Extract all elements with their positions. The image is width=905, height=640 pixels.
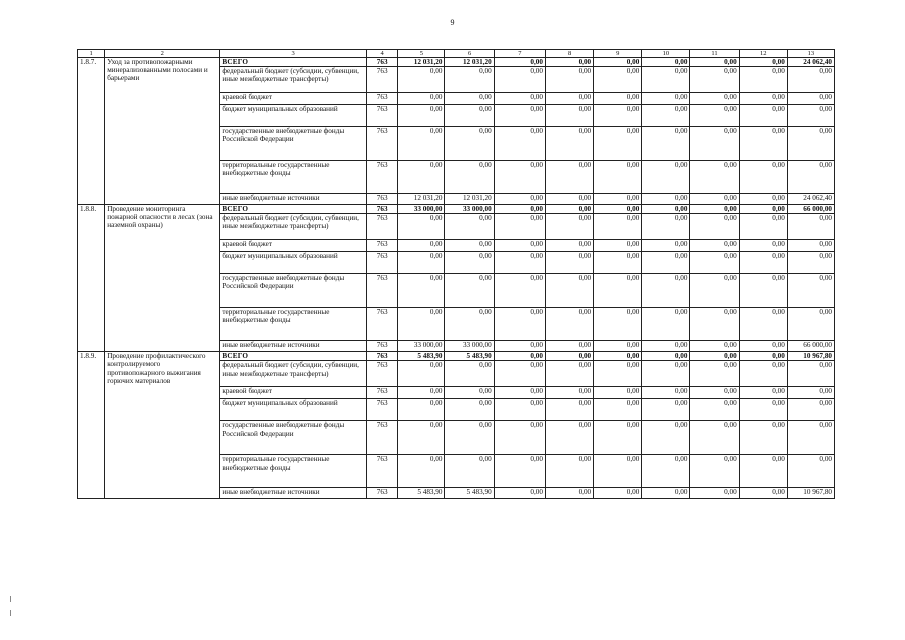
amount-cell: 0,00 [494, 127, 545, 161]
funding-source: краевой бюджет [220, 387, 367, 399]
amount-cell: 0,00 [594, 58, 642, 67]
amount-cell: 0,00 [398, 308, 445, 341]
amount-cell: 0,00 [787, 274, 834, 308]
budget-code: 763 [366, 67, 397, 93]
amount-cell: 0,00 [739, 105, 787, 127]
amount-cell: 0,00 [690, 127, 739, 161]
amount-cell: 0,00 [642, 161, 690, 194]
column-number-row [78, 50, 835, 58]
amount-cell: 0,00 [398, 214, 445, 240]
amount-cell: 0,00 [494, 361, 545, 387]
amount-cell: 0,00 [787, 161, 834, 194]
budget-code: 763 [366, 105, 397, 127]
amount-cell: 0,00 [398, 161, 445, 194]
amount-cell: 0,00 [690, 455, 739, 488]
amount-cell: 10 967,80 [787, 488, 834, 499]
budget-code: 763 [366, 93, 397, 105]
amount-cell: 0,00 [690, 214, 739, 240]
amount-cell: 0,00 [545, 93, 593, 105]
funding-source: краевой бюджет [220, 240, 367, 252]
amount-cell: 0,00 [690, 252, 739, 274]
amount-cell: 0,00 [642, 93, 690, 105]
amount-cell: 0,00 [787, 127, 834, 161]
column-number: 13 [787, 50, 834, 58]
amount-cell: 0,00 [594, 361, 642, 387]
amount-cell: 0,00 [545, 308, 593, 341]
amount-cell: 0,00 [398, 455, 445, 488]
scan-edge-mark [10, 610, 11, 616]
amount-cell: 0,00 [445, 455, 494, 488]
column-number: 12 [739, 50, 787, 58]
funding-source: ВСЕГО [220, 352, 367, 361]
funding-source: иные внебюджетные источники [220, 194, 367, 205]
amount-cell: 0,00 [642, 387, 690, 399]
amount-cell: 0,00 [545, 67, 593, 93]
column-number: 4 [366, 50, 397, 58]
page-number: 9 [450, 18, 455, 27]
amount-cell: 5 483,90 [445, 352, 494, 361]
amount-cell: 12 031,20 [398, 58, 445, 67]
section-number: 1.8.9. [78, 352, 105, 499]
funding-source: ВСЕГО [220, 205, 367, 214]
amount-cell: 0,00 [445, 308, 494, 341]
funding-source: территориальные государственные внебюджетные фонды [220, 161, 367, 194]
section-number: 1.8.7. [78, 58, 105, 205]
amount-cell: 0,00 [545, 421, 593, 455]
amount-cell: 0,00 [787, 67, 834, 93]
amount-cell: 0,00 [594, 240, 642, 252]
amount-cell: 0,00 [787, 361, 834, 387]
amount-cell: 0,00 [545, 361, 593, 387]
amount-cell: 0,00 [642, 455, 690, 488]
section-total-row [78, 58, 835, 67]
amount-cell: 0,00 [494, 308, 545, 341]
amount-cell: 0,00 [545, 161, 593, 194]
amount-cell: 0,00 [494, 399, 545, 421]
budget-code: 763 [366, 161, 397, 194]
amount-cell: 0,00 [494, 274, 545, 308]
amount-cell: 0,00 [690, 240, 739, 252]
amount-cell: 0,00 [739, 67, 787, 93]
amount-cell: 0,00 [690, 341, 739, 352]
amount-cell: 0,00 [739, 387, 787, 399]
amount-cell: 0,00 [787, 421, 834, 455]
funding-source: территориальные государственные внебюджетные фонды [220, 455, 367, 488]
budget-code: 763 [366, 421, 397, 455]
amount-cell: 0,00 [787, 105, 834, 127]
scan-edge-mark [10, 596, 11, 602]
amount-cell: 0,00 [690, 67, 739, 93]
amount-cell: 0,00 [642, 399, 690, 421]
amount-cell: 0,00 [545, 240, 593, 252]
funding-source: территориальные государственные внебюджетные фонды [220, 308, 367, 341]
amount-cell: 0,00 [445, 161, 494, 194]
amount-cell: 0,00 [398, 274, 445, 308]
column-number: 8 [545, 50, 593, 58]
amount-cell: 0,00 [690, 488, 739, 499]
amount-cell: 0,00 [494, 194, 545, 205]
amount-cell: 0,00 [494, 341, 545, 352]
budget-code: 763 [366, 399, 397, 421]
funding-source: бюджет муниципальных образований [220, 252, 367, 274]
budget-code: 763 [366, 252, 397, 274]
amount-cell: 0,00 [739, 240, 787, 252]
amount-cell: 0,00 [642, 127, 690, 161]
amount-cell: 0,00 [594, 341, 642, 352]
amount-cell: 0,00 [445, 361, 494, 387]
section-total-row [78, 205, 835, 214]
funding-source: ВСЕГО [220, 58, 367, 67]
amount-cell: 0,00 [739, 93, 787, 105]
amount-cell: 0,00 [398, 67, 445, 93]
amount-cell: 0,00 [594, 252, 642, 274]
amount-cell: 0,00 [594, 127, 642, 161]
amount-cell: 0,00 [545, 488, 593, 499]
funding-source: государственные внебюджетные фонды Российской Федерации [220, 127, 367, 161]
amount-cell: 0,00 [494, 252, 545, 274]
amount-cell: 0,00 [445, 127, 494, 161]
budget-code: 763 [366, 361, 397, 387]
amount-cell: 0,00 [642, 67, 690, 93]
amount-cell: 0,00 [398, 399, 445, 421]
amount-cell: 24 062,40 [787, 58, 834, 67]
section-name: Проведение профилактического контролируемого противопожарного выжигания горючих материалов [105, 352, 220, 499]
amount-cell: 0,00 [739, 205, 787, 214]
column-number: 7 [494, 50, 545, 58]
funding-source: государственные внебюджетные фонды Российской Федерации [220, 274, 367, 308]
amount-cell: 0,00 [494, 67, 545, 93]
amount-cell: 33 000,00 [398, 205, 445, 214]
amount-cell: 0,00 [690, 387, 739, 399]
amount-cell: 0,00 [594, 161, 642, 194]
amount-cell: 0,00 [594, 455, 642, 488]
funding-source: государственные внебюджетные фонды Российской Федерации [220, 421, 367, 455]
budget-code: 763 [366, 58, 397, 67]
amount-cell: 0,00 [545, 252, 593, 274]
section-number: 1.8.8. [78, 205, 105, 352]
amount-cell: 0,00 [594, 194, 642, 205]
amount-cell: 0,00 [690, 58, 739, 67]
section-total-row [78, 352, 835, 361]
amount-cell: 0,00 [594, 214, 642, 240]
amount-cell: 0,00 [494, 214, 545, 240]
amount-cell: 0,00 [494, 488, 545, 499]
amount-cell: 0,00 [690, 352, 739, 361]
amount-cell: 0,00 [445, 93, 494, 105]
amount-cell: 0,00 [545, 205, 593, 214]
amount-cell: 0,00 [545, 352, 593, 361]
amount-cell: 0,00 [642, 194, 690, 205]
amount-cell: 12 031,20 [445, 58, 494, 67]
amount-cell: 0,00 [739, 161, 787, 194]
amount-cell: 0,00 [739, 194, 787, 205]
amount-cell: 0,00 [739, 488, 787, 499]
budget-code: 763 [366, 127, 397, 161]
amount-cell: 0,00 [445, 421, 494, 455]
amount-cell: 0,00 [642, 58, 690, 67]
amount-cell: 0,00 [545, 105, 593, 127]
amount-cell: 0,00 [545, 58, 593, 67]
funding-source: федеральный бюджет (субсидии, субвенции, иные межбюджетные трансферты) [220, 214, 367, 240]
amount-cell: 0,00 [594, 308, 642, 341]
amount-cell: 0,00 [494, 240, 545, 252]
amount-cell: 0,00 [594, 274, 642, 308]
amount-cell: 66 000,00 [787, 341, 834, 352]
amount-cell: 0,00 [398, 127, 445, 161]
budget-code: 763 [366, 214, 397, 240]
amount-cell: 0,00 [594, 105, 642, 127]
amount-cell: 0,00 [494, 387, 545, 399]
budget-code: 763 [366, 455, 397, 488]
amount-cell: 0,00 [690, 308, 739, 341]
column-number: 11 [690, 50, 739, 58]
column-number: 6 [445, 50, 494, 58]
amount-cell: 0,00 [690, 194, 739, 205]
amount-cell: 0,00 [690, 205, 739, 214]
column-number: 9 [594, 50, 642, 58]
funding-source: иные внебюджетные источники [220, 341, 367, 352]
amount-cell: 66 000,00 [787, 205, 834, 214]
amount-cell: 0,00 [642, 352, 690, 361]
amount-cell: 0,00 [739, 274, 787, 308]
amount-cell: 0,00 [787, 240, 834, 252]
amount-cell: 0,00 [690, 274, 739, 308]
amount-cell: 0,00 [642, 421, 690, 455]
amount-cell: 0,00 [690, 93, 739, 105]
amount-cell: 0,00 [642, 361, 690, 387]
budget-code: 763 [366, 194, 397, 205]
amount-cell: 0,00 [642, 252, 690, 274]
funding-source: федеральный бюджет (субсидии, субвенции, иные межбюджетные трансферты) [220, 361, 367, 387]
amount-cell: 0,00 [642, 214, 690, 240]
budget-code: 763 [366, 352, 397, 361]
funding-source: бюджет муниципальных образований [220, 399, 367, 421]
amount-cell: 0,00 [739, 421, 787, 455]
amount-cell: 0,00 [642, 105, 690, 127]
amount-cell: 0,00 [594, 352, 642, 361]
amount-cell: 0,00 [642, 205, 690, 214]
amount-cell: 0,00 [594, 67, 642, 93]
amount-cell: 0,00 [690, 399, 739, 421]
amount-cell: 33 000,00 [398, 341, 445, 352]
amount-cell: 12 031,20 [445, 194, 494, 205]
amount-cell: 33 000,00 [445, 205, 494, 214]
amount-cell: 0,00 [398, 93, 445, 105]
amount-cell: 0,00 [445, 274, 494, 308]
amount-cell: 0,00 [594, 93, 642, 105]
amount-cell: 0,00 [787, 399, 834, 421]
amount-cell: 0,00 [398, 252, 445, 274]
amount-cell: 0,00 [445, 399, 494, 421]
amount-cell: 0,00 [494, 105, 545, 127]
amount-cell: 0,00 [642, 240, 690, 252]
amount-cell: 0,00 [594, 488, 642, 499]
amount-cell: 0,00 [545, 341, 593, 352]
amount-cell: 0,00 [398, 361, 445, 387]
amount-cell: 0,00 [398, 387, 445, 399]
amount-cell: 0,00 [398, 421, 445, 455]
amount-cell: 0,00 [494, 352, 545, 361]
amount-cell: 0,00 [690, 361, 739, 387]
amount-cell: 0,00 [787, 214, 834, 240]
amount-cell: 5 483,90 [445, 488, 494, 499]
budget-code: 763 [366, 205, 397, 214]
amount-cell: 0,00 [787, 387, 834, 399]
amount-cell: 0,00 [545, 274, 593, 308]
amount-cell: 5 483,90 [398, 352, 445, 361]
amount-cell: 0,00 [739, 214, 787, 240]
section-name: Проведение мониторинга пожарной опасности в лесах (зона наземной охраны) [105, 205, 220, 352]
amount-cell: 0,00 [445, 387, 494, 399]
amount-cell: 0,00 [445, 214, 494, 240]
budget-code: 763 [366, 308, 397, 341]
amount-cell: 0,00 [445, 67, 494, 93]
budget-code: 763 [366, 274, 397, 308]
amount-cell: 0,00 [787, 308, 834, 341]
amount-cell: 0,00 [545, 194, 593, 205]
amount-cell: 0,00 [594, 421, 642, 455]
amount-cell: 0,00 [787, 93, 834, 105]
amount-cell: 0,00 [494, 58, 545, 67]
amount-cell: 0,00 [594, 399, 642, 421]
amount-cell: 10 967,80 [787, 352, 834, 361]
amount-cell: 0,00 [594, 205, 642, 214]
amount-cell: 0,00 [739, 352, 787, 361]
amount-cell: 0,00 [494, 93, 545, 105]
amount-cell: 0,00 [494, 205, 545, 214]
amount-cell: 0,00 [739, 308, 787, 341]
amount-cell: 0,00 [594, 387, 642, 399]
amount-cell: 0,00 [690, 161, 739, 194]
amount-cell: 0,00 [739, 341, 787, 352]
column-number: 2 [105, 50, 220, 58]
funding-source: федеральный бюджет (субсидии, субвенции, иные межбюджетные трансферты) [220, 67, 367, 93]
amount-cell: 5 483,90 [398, 488, 445, 499]
budget-code: 763 [366, 240, 397, 252]
amount-cell: 0,00 [494, 455, 545, 488]
amount-cell: 0,00 [787, 455, 834, 488]
column-number: 10 [642, 50, 690, 58]
amount-cell: 0,00 [642, 488, 690, 499]
amount-cell: 0,00 [398, 105, 445, 127]
funding-source: иные внебюджетные источники [220, 488, 367, 499]
amount-cell: 0,00 [494, 161, 545, 194]
amount-cell: 0,00 [739, 127, 787, 161]
column-number: 1 [78, 50, 105, 58]
amount-cell: 0,00 [545, 127, 593, 161]
funding-source: краевой бюджет [220, 93, 367, 105]
amount-cell: 0,00 [545, 387, 593, 399]
amount-cell: 0,00 [445, 240, 494, 252]
amount-cell: 0,00 [445, 105, 494, 127]
amount-cell: 0,00 [642, 308, 690, 341]
budget-code: 763 [366, 341, 397, 352]
amount-cell: 0,00 [545, 214, 593, 240]
funding-source: бюджет муниципальных образований [220, 105, 367, 127]
amount-cell: 0,00 [690, 421, 739, 455]
budget-table [77, 49, 835, 499]
amount-cell: 0,00 [445, 252, 494, 274]
amount-cell: 0,00 [739, 399, 787, 421]
amount-cell: 0,00 [642, 274, 690, 308]
amount-cell: 0,00 [398, 240, 445, 252]
budget-code: 763 [366, 488, 397, 499]
amount-cell: 0,00 [545, 455, 593, 488]
amount-cell: 0,00 [739, 58, 787, 67]
amount-cell: 12 031,20 [398, 194, 445, 205]
amount-cell: 0,00 [787, 252, 834, 274]
amount-cell: 24 062,40 [787, 194, 834, 205]
amount-cell: 0,00 [739, 361, 787, 387]
amount-cell: 0,00 [690, 105, 739, 127]
section-name: Уход за противопожарными минерализованными полосами и барьерами [105, 58, 220, 205]
amount-cell: 0,00 [739, 455, 787, 488]
column-number: 5 [398, 50, 445, 58]
budget-code: 763 [366, 387, 397, 399]
amount-cell: 0,00 [545, 399, 593, 421]
column-number: 3 [220, 50, 367, 58]
amount-cell: 0,00 [739, 252, 787, 274]
amount-cell: 0,00 [642, 341, 690, 352]
amount-cell: 0,00 [494, 421, 545, 455]
amount-cell: 33 000,00 [445, 341, 494, 352]
